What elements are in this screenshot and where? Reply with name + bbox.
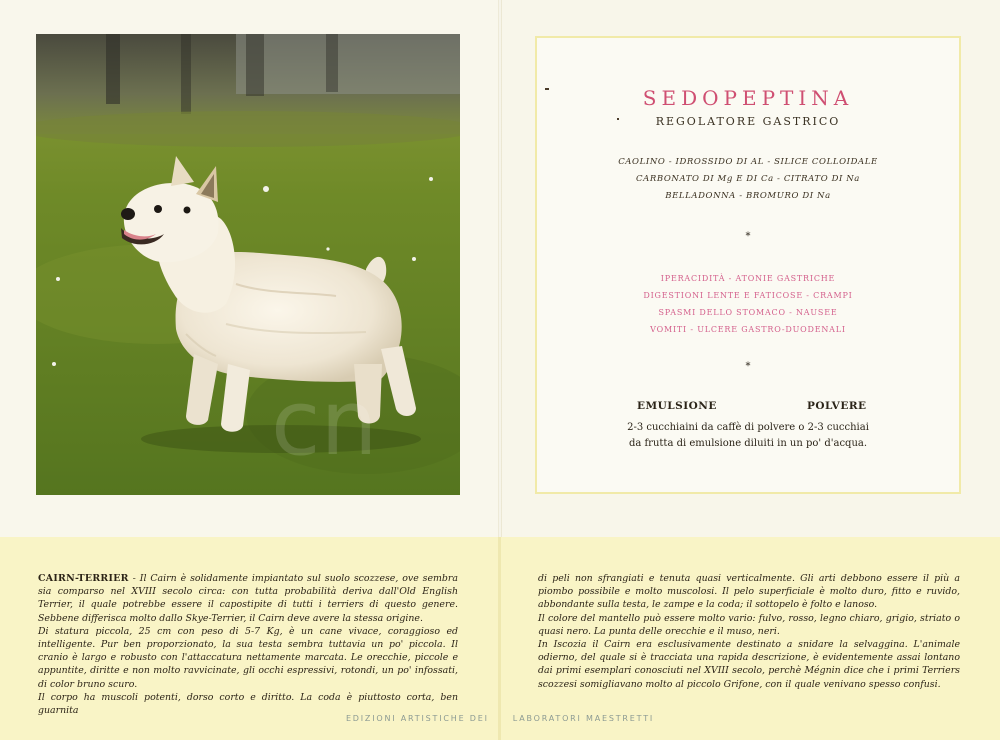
- dosage-forms: [537, 400, 959, 414]
- dog-photo: [36, 34, 460, 495]
- separator-star: *: [745, 231, 751, 242]
- cairn-terrier-illustration: [36, 34, 460, 495]
- indication-line: DIGESTIONI LENTE E FATICOSE - CRAMPI: [643, 291, 853, 300]
- breed-description-left: [38, 572, 458, 717]
- composition-list: [537, 154, 959, 205]
- svg-text:cn: cn: [271, 371, 378, 476]
- powder-heading: POLVERE: [807, 400, 867, 412]
- breed-title: CAIRN-TERRIER: [38, 573, 129, 584]
- description-paragraph: Di statura piccola, 25 cm con peso di 5-7 Kg, è un cane vivace, coraggioso ed intelligente. Pur ben proporzionato, la sua testa sembra tuttavia un po' piccola. Il cranio è largo e robusto con l'attaccatura nettamente marcata. Le orecchie, piccole e appuntite, diritte e non molto ravvicinate, gli occhi espressivi, rotondi, un po' infossati, di color bruno scuro.: [38, 625, 458, 690]
- product-panel: [535, 36, 961, 494]
- footer-left: EDIZIONI ARTISTICHE DEI: [345, 714, 489, 723]
- product-subtitle: REGOLATORE GASTRICO: [655, 115, 841, 128]
- indication-line: IPERACIDITÀ - ATONIE GASTRICHE: [660, 274, 836, 283]
- description-paragraph: In Iscozia il Cairn era esclusivamente destinato a snidare la selvaggina. L'animale odierno, del quale si è tracciata una rapida descrizione, è evidentemente assai lontano dai primi esemplari conosciuti nel XVIII secolo, perchè Mégnin dice che i primi Terriers scozzesi somigliavano molto al piccolo Grifone, con il quale venivano spesso confusi.: [538, 639, 960, 690]
- description-paragraph: di peli non sfrangiati e tenuta quasi verticalmente. Gli arti debbono essere il più a piombo possibile e molto muscolosi. Il pelo superficiale è molto duro, fitto e ruvido, abbondante sulla testa, le zampe e la coda; il sottopelo è folto e lanoso.: [538, 573, 960, 611]
- description-paragraph: CAIRN-TERRIER - Il Cairn è solidamente impiantato sul suolo scozzese, ove sembra sia comparso nel XVIII secolo circa: con tutta probabilità deriva dall'Old English Terrier, il quale potrebbe essere il capostipite di tutti i terriers di questo genere. Sebbene differisca molto dallo Skye-Terrier, il Cairn deve avere la stessa origine.: [38, 573, 458, 624]
- composition-line: CAOLINO - IDROSSIDO DI AL - SILICE COLLOIDALE: [618, 157, 878, 167]
- separator-star: *: [745, 361, 751, 372]
- publisher-footer: [0, 714, 1000, 723]
- dosage-line: da frutta di emulsione diluiti in un po' d'acqua.: [628, 438, 868, 449]
- brand-name: SEDOPEPTINA: [642, 86, 854, 110]
- composition-line: BELLADONNA - BROMURO DI Na: [665, 191, 831, 201]
- dosage-line: 2-3 cucchiaini da caffè di polvere o 2-3 cucchiai: [627, 422, 869, 433]
- description-paragraph: Il corpo ha muscoli potenti, dorso corto e diritto. La coda è piuttosto corta, ben guarnita: [38, 691, 458, 717]
- composition-line: CARBONATO DI Mg E DI Ca - CITRATO DI Na: [636, 174, 860, 184]
- dosage-instructions: [537, 420, 959, 452]
- breed-description-right: [538, 572, 960, 691]
- description-paragraph: Il colore del mantello può essere molto vario: fulvo, rosso, legno chiaro, grigio, striato o quasi nero. La punta delle orecchie e il muso, neri.: [538, 612, 960, 637]
- indication-line: VOMITI - ULCERE GASTRO-DUODENALI: [650, 325, 846, 334]
- indication-line: SPASMI DELLO STOMACO - NAUSEE: [658, 308, 838, 317]
- emulsion-heading: EMULSIONE: [637, 400, 717, 412]
- indications-list: [537, 270, 959, 338]
- footer-right: LABORATORI MAESTRETTI: [512, 714, 655, 723]
